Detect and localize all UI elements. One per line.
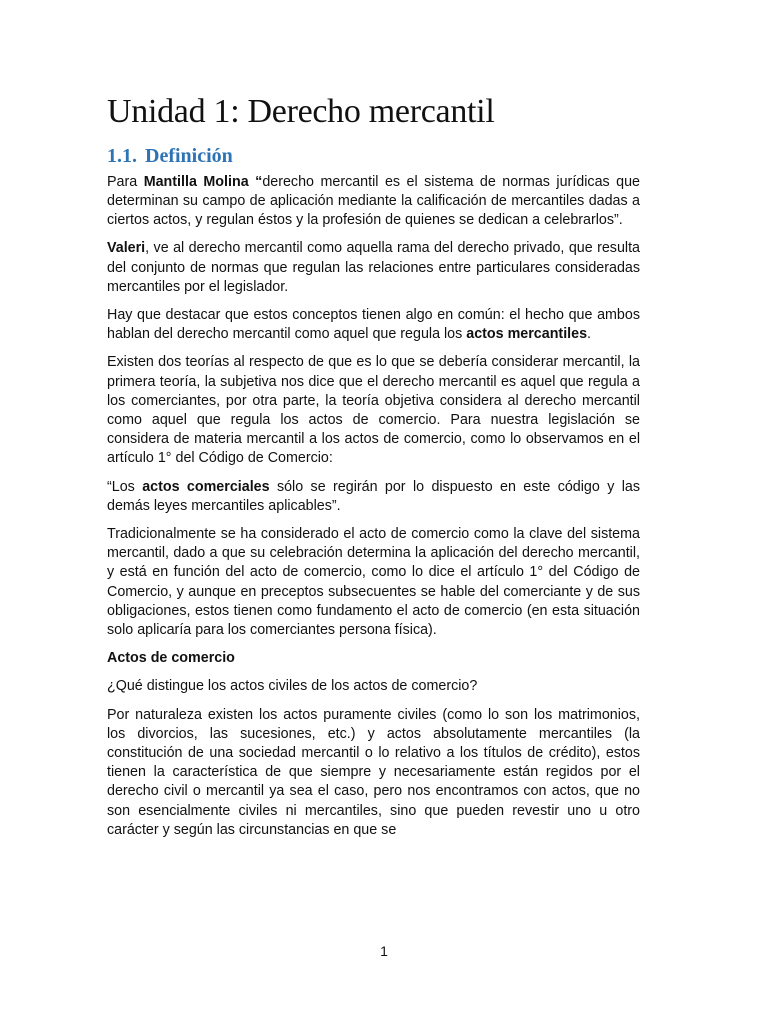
subheading-actos-de-comercio: Actos de comercio xyxy=(107,650,235,667)
emphasis-bold: actos comerciales xyxy=(142,478,270,495)
paragraph-text: Para xyxy=(107,173,144,190)
section-title: Definición xyxy=(145,144,233,167)
paragraph-text: sólo se regirán por lo dispuesto en este código y las demás leyes mercantiles aplicables”. xyxy=(107,478,640,514)
document-title: Unidad 1: Derecho mercantil xyxy=(107,93,495,130)
paragraph-theories: Existen dos teorías al respecto de que es lo que se debería considerar mercantil, la primera teoría, la subjetiva nos dice que el derecho mercantil es aquel que regula a los comerciantes, por otra parte, la teoría objetiva considera al derecho mercantil como aquel que regula los actos de comercio. Para nuestra legislación se considera de materia mercantil a los actos de comercio, como lo observamos en el artículo 1° del Código de Comercio: xyxy=(107,354,640,467)
author-name-bold: Mantilla Molina “ xyxy=(143,173,263,190)
paragraph-text: . xyxy=(587,326,592,343)
section-heading xyxy=(107,143,640,169)
paragraph-quote-article xyxy=(107,478,640,516)
paragraph-text: derecho mercantil es el sistema de normas jurídicas que determinan su campo de aplicación mediante la calificación de mercantiles dadas a ciertos actos, y regulan éstos y la profesión de quienes se dedican a celebrarlos”. xyxy=(107,173,641,229)
paragraph-common-concepts xyxy=(107,306,640,344)
paragraph-traditional: Tradicionalmente se ha considerado el acto de comercio como la clave del sistema mercantil, dado a que su celebración determina la aplicación del derecho mercantil, y está en función del acto de comercio, como lo dice el artículo 1° del Código de Comercio, y aunque en preceptos subsecuentes se hable del comerciante y de sus obligaciones, estos tienen como fundamento el acto de comercio (en esta situación solo aplicaría para los comerciantes persona física). xyxy=(107,526,640,639)
paragraph-nature: Por naturaleza existen los actos puramente civiles (como lo son los matrimonios, los divorcios, las sucesiones, etc.) y actos absolutamente mercantiles (la constitución de una sociedad mercantil o lo relativo a los títulos de crédito), estos tienen la característica de que siempre y necesariamente están regidos por el derecho civil o mercantil ya sea el caso, pero nos encontramos con actos, que no son esencialmente civiles ni mercantiles, sino que pueden revestir uno u otro carácter y según las circunstancias en que se xyxy=(107,706,640,838)
page-number: 1 xyxy=(380,943,388,959)
section-number: 1.1. xyxy=(107,144,137,167)
paragraph-text: , ve al derecho mercantil como aquella rama del derecho privado, que resulta del conjunto de normas que regulan las relaciones entre particulares consideradas mercantiles por el legislador. xyxy=(107,240,640,295)
paragraph-definition-valeri xyxy=(107,239,640,297)
paragraph-definition-mantilla xyxy=(107,173,640,231)
document-page xyxy=(107,92,640,849)
paragraph-question: ¿Qué distingue los actos civiles de los actos de comercio? xyxy=(107,678,478,695)
paragraph-text: Hay que destacar que estos conceptos tienen algo en común: el hecho que ambos hablan del derecho mercantil como aquel que regula los xyxy=(107,307,640,343)
author-name-bold: Valeri xyxy=(107,240,146,257)
emphasis-bold: actos mercantiles xyxy=(466,326,588,343)
paragraph-text: “Los xyxy=(107,478,143,495)
